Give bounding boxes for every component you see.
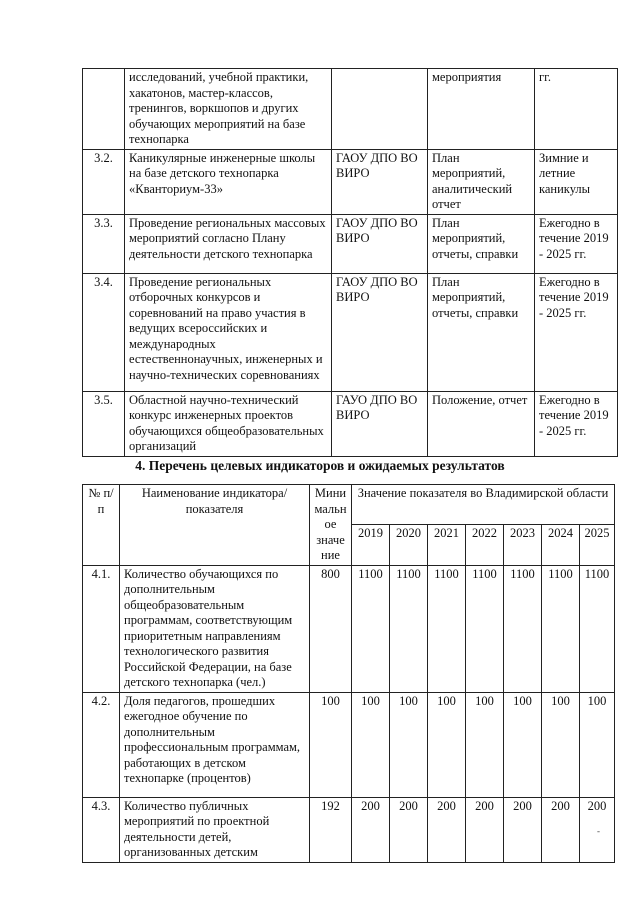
table-row <box>83 692 615 797</box>
row-number: 3.5. <box>83 391 125 456</box>
year-value: 100 <box>390 692 428 797</box>
indicator-name: Доля педагогов, прошедших ежегодное обучение по дополнительным профессиональным программам, работающих в детском технопарке (процентов) <box>120 692 310 797</box>
indicators-table <box>82 484 615 863</box>
term: гг. <box>535 69 618 150</box>
report-form: План мероприятий, отчеты, справки <box>428 214 535 273</box>
year-header: 2022 <box>466 525 504 565</box>
year-value: 1100 <box>428 565 466 692</box>
header-region-values: Значение показателя во Владимирской области <box>352 485 615 525</box>
report-form: План мероприятий, аналитический отчет <box>428 149 535 214</box>
minimum-value: 800 <box>310 565 352 692</box>
activity-name: Проведение региональных отборочных конкурсов и соревнований на право участия в ведущих всероссийских и международных естественнонаучных, инженерных и научно-технических соревнованиях <box>125 273 332 391</box>
header-minimum: Мини мальн ое значе ние <box>310 485 352 566</box>
row-number: 3.3. <box>83 214 125 273</box>
row-number: 3.4. <box>83 273 125 391</box>
row-number: 4.2. <box>83 692 120 797</box>
indicator-name: Количество обучающихся по дополнительным общеобразовательным программам, соответствующим приоритетным направлениям технологического развития Российской Федерации, на базе детского технопарка (чел.) <box>120 565 310 692</box>
activity-name: Каникулярные инженерные школы на базе детского технопарка «Кванториум-33» <box>125 149 332 214</box>
term: Ежегодно в течение 2019 - 2025 гг. <box>535 391 618 456</box>
year-value: 200 <box>580 797 615 862</box>
indicator-name: Количество публичных мероприятий по проектной деятельности детей, организованных детским <box>120 797 310 862</box>
table-row <box>83 391 618 456</box>
year-value: 1100 <box>352 565 390 692</box>
scan-mark: - <box>597 826 600 836</box>
report-form: мероприятия <box>428 69 535 150</box>
year-value: 100 <box>542 692 580 797</box>
executor: ГАОУ ДПО ВО ВИРО <box>332 214 428 273</box>
year-header: 2024 <box>542 525 580 565</box>
table-row <box>83 273 618 391</box>
header-indicator-name: Наименование индикатора/показателя <box>120 485 310 566</box>
row-number: 4.3. <box>83 797 120 862</box>
term: Ежегодно в течение 2019 - 2025 гг. <box>535 273 618 391</box>
term: Ежегодно в течение 2019 - 2025 гг. <box>535 214 618 273</box>
header-row <box>83 485 615 525</box>
table-row <box>83 69 618 150</box>
year-value: 100 <box>466 692 504 797</box>
report-form: Положение, отчет <box>428 391 535 456</box>
table-row <box>83 214 618 273</box>
year-value: 1100 <box>542 565 580 692</box>
table-row <box>83 565 615 692</box>
year-value: 200 <box>352 797 390 862</box>
activity-name: Проведение региональных массовых мероприятий согласно Плану деятельности детского технопарка <box>125 214 332 273</box>
section-title: 4. Перечень целевых индикаторов и ожидаемых результатов <box>135 458 505 473</box>
year-header: 2021 <box>428 525 466 565</box>
minimum-value: 100 <box>310 692 352 797</box>
activity-name: Областной научно-технический конкурс инженерных проектов обучающихся общеобразовательных организаций <box>125 391 332 456</box>
executor <box>332 69 428 150</box>
year-header: 2025 <box>580 525 615 565</box>
executor: ГАОУ ДПО ВО ВИРО <box>332 149 428 214</box>
year-header: 2019 <box>352 525 390 565</box>
minimum-value: 192 <box>310 797 352 862</box>
table-row <box>83 797 615 862</box>
row-number: 3.2. <box>83 149 125 214</box>
activity-name: исследований, учебной практики, хакатонов, мастер-классов, тренингов, воркшопов и других обучающих мероприятий на базе технопарка <box>125 69 332 150</box>
year-header: 2023 <box>504 525 542 565</box>
activities-table <box>82 68 618 457</box>
year-value: 1100 <box>504 565 542 692</box>
term: Зимние и летние каникулы <box>535 149 618 214</box>
year-value: 100 <box>352 692 390 797</box>
year-header: 2020 <box>390 525 428 565</box>
year-value: 200 <box>428 797 466 862</box>
year-value: 200 <box>466 797 504 862</box>
executor: ГАОУ ДПО ВО ВИРО <box>332 273 428 391</box>
year-value: 1100 <box>390 565 428 692</box>
year-value: 1100 <box>466 565 504 692</box>
year-value: 100 <box>428 692 466 797</box>
row-number <box>83 69 125 150</box>
year-value: 100 <box>580 692 615 797</box>
year-value: 100 <box>504 692 542 797</box>
year-value: 200 <box>542 797 580 862</box>
year-value: 1100 <box>580 565 615 692</box>
year-value: 200 <box>504 797 542 862</box>
year-value: 200 <box>390 797 428 862</box>
header-number: № п/п <box>83 485 120 566</box>
executor: ГАУО ДПО ВО ВИРО <box>332 391 428 456</box>
report-form: План мероприятий, отчеты, справки <box>428 273 535 391</box>
table-row <box>83 149 618 214</box>
row-number: 4.1. <box>83 565 120 692</box>
